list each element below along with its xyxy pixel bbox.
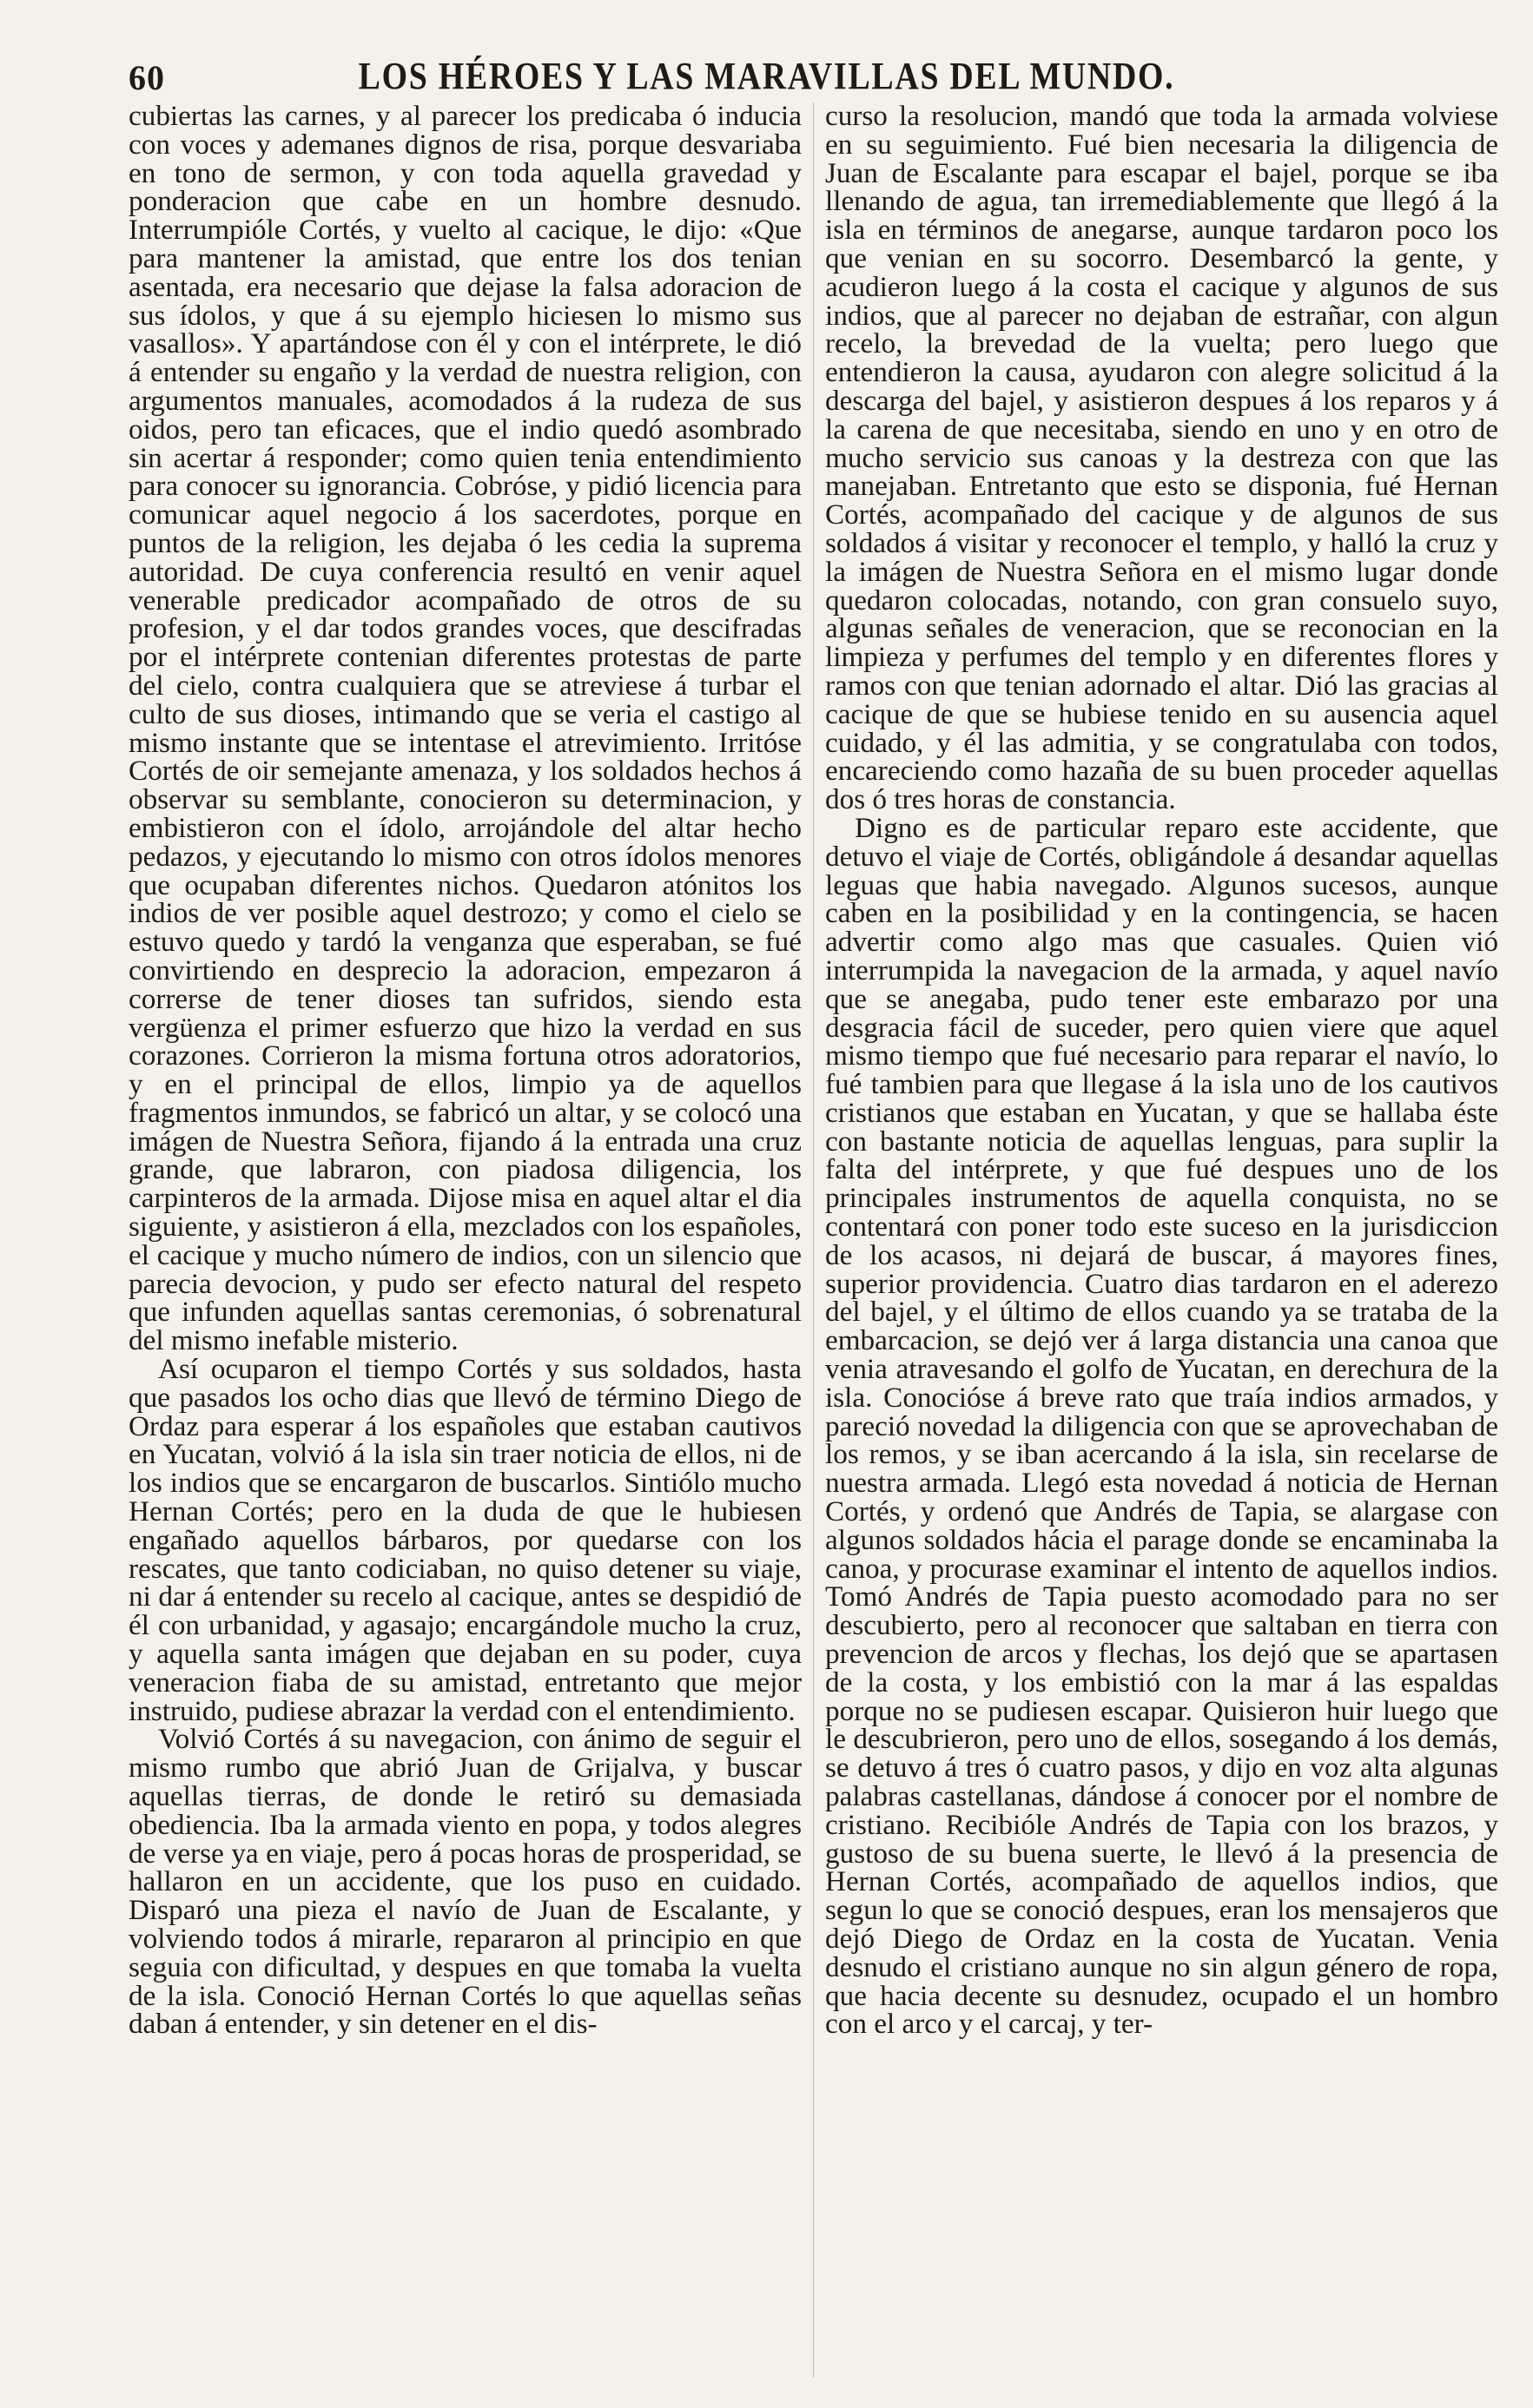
left-paragraph-3: Volvió Cortés á su navegacion, con ánimo de seguir el mismo rumbo que abrió Juan de Grijalva, y buscar aquellas tierras, de donde le retiró su demasiada obediencia. Iba la armada viento en popa, y todos alegres de verse ya en viaje, pero á pocas horas de prosperidad, se hallaron en un accidente, que los puso en cuidado. Disparó una pieza el navío de Juan de Escalante, y volviendo todos á mirarle, repararon al principio en que seguia con dificultad, y despues en que tomaba la vuelta de la isla. Conoció Hernan Cortés lo que aquellas señas daban á entender, y sin detener en el dis- [129,1723,802,2041]
right-column [825,102,1498,2039]
right-paragraph-2: Digno es de particular reparo este accidente, que detuvo el viaje de Cortés, obligándole á desandar aquellas leguas que habia navegado. Algunos sucesos, aunque caben en la posibilidad y en la contingencia, se hacen advertir como algo mas que casuales. Quien vió interrumpida la navegacion de la armada, y aquel navío que se anegaba, pudo tener este embarazo por una desgracia fácil de suceder, pero quien viere que aquel mismo tiempo que fué necesario para reparar el navío, lo fué tambien para que llegase á la isla uno de los cautivos cristianos que estaban en Yucatan, y que se hallaba éste con bastante noticia de aquellas lenguas, para suplir la falta del intérprete, y que fué despues uno de los principales instrumentos de aquella conquista, no se contentará con poner todo este suceso en la jurisdiccion de los acasos, ni dejará de buscar, á mayores fines, superior providencia. Cuatro dias tardaron en el aderezo del bajel, y el último de ellos cuando ya se trataba de la embarcacion, se dejó ver á larga distancia una canoa que venia atravesando el golfo de Yucatan, en derechura de la isla. Conocióse á breve rato que traía indios armados, y pareció novedad la diligencia con que se aprovechaban de los remos, y se iban acercando á la isla, sin recelarse de nuestra armada. Llegó esta novedad á noticia de Hernan Cortés, y ordenó que Andrés de Tapia, se alargase con algunos soldados hácia el parage donde se encaminaba la canoa, y procurase examinar el intento de aquellos indios. Tomó Andrés de Tapia puesto acomodado para no ser descubierto, pero al reconocer que saltaban en tierra con prevencion de arcos y flechas, los dejó que se apartasen de la costa, y los embistió con la mar á las espaldas porque no se pudiesen escapar. Quisieron huir luego que le descubrieron, pero uno de ellos, sosegando á los demás, se detuvo á tres ó cuatro pasos, y dijo en voz alta algunas palabras castellanas, dándose á conocer por el nombre de cristiano. Recibióle Andrés de Tapia con los brazos, y gustoso de su buena suerte, le llevó á la presencia de Hernan Cortés, acompañado de aquellos indios, que segun lo que se conoció despues, eran los mensajeros que dejó Diego de Ordaz en la costa de Yucatan. Venia desnudo el cristiano aunque no sin algun género de ropa, que hacia decente su desnudez, ocupado el un hombro con el arco y el carcaj, y ter- [825,811,1498,2041]
right-paragraph-1: curso la resolucion, mandó que toda la armada volviese en su seguimiento. Fué bien necesaria la diligencia de Juan de Escalante para escapar el bajel, porque se iba llenando de agua, tan irremediablemente que llegó á la isla en términos de anegarse, aunque tardaron poco los que venian en su socorro. Desembarcó la gente, y acudieron luego á la costa el cacique y algunos de sus indios, que al parecer no dejaban de estrañar, con algun recelo, la brevedad de la vuelta; pero luego que entendieron la causa, ayudaron con alegre solicitud á la descarga del bajel, y asistieron despues á los reparos y á la carena de que necesitaba, siendo en uno y en otro de mucho servicio sus canoas y la destreza con que las manejaban. Entretanto que esto se disponia, fué Hernan Cortés, acompañado del cacique y de algunos de sus soldados á visitar y reconocer el templo, y halló la cruz y la imágen de Nuestra Señora en el mismo lugar donde quedaron colocadas, notando, con gran consuelo suyo, algunas señales de veneracion, que se reconocian en la limpieza y perfumes del templo y en diferentes flores y ramos con que tenian adornado el altar. Dió las gracias al cacique de que se hubiese tenido en su ausencia aquel cuidado, y él las admitia, y se congratulaba con todos, encareciendo como hazaña de su buen proceder aquellas dos ó tres horas de constancia. [825,100,1498,816]
page-number: 60 [129,58,165,97]
running-title: LOS HÉROES Y LAS MARAVILLAS DEL MUNDO. [358,55,1175,97]
left-column [129,102,802,2039]
left-paragraph-2: Así ocuparon el tiempo Cortés y sus soldados, hasta que pasados los ocho dias que llevó de término Diego de Ordaz para esperar á los españoles que estaban cautivos en Yucatan, volvió á la isla sin traer noticia de ellos, ni de los indios que se encargaron de buscarlos. Sintiólo mucho Hernan Cortés; pero en la duda de que le hubiesen engañado aquellos bárbaros, por quedarse con los rescates, que tanto codiciaban, no quiso detener su viaje, ni dar á entender su recelo al cacique, antes se despidió de él con urbanidad, y agasajo; encargándole mucho la cruz, y aquella santa imágen que dejaban en su poder, cuya veneracion fiaba de su amistad, entretanto que mejor instruido, pudiese abrazar la verdad con el entendimiento. [129,1353,802,1727]
left-paragraph-1: cubiertas las carnes, y al parecer los predicaba ó inducia con voces y ademanes dignos de risa, porque desvariaba en tono de sermon, y con toda aquella gravedad y ponderacion que cabe en un hombre desnudo. Interrumpióle Cortés, y vuelto al cacique, le dijo: «Que para mantener la amistad, que entre los dos tenian asentada, era necesario que dejase la falsa adoracion de sus ídolos, y que á su ejemplo hiciesen lo mismo sus vasallos». Y apartándose con él y con el intérprete, le dió á entender su engaño y la verdad de nuestra religion, con argumentos manuales, acomodados á la rudeza de sus oidos, pero tan eficaces, que el indio quedó asombrado sin acertar á responder; como quien tenia entendimiento para conocer su ignorancia. Cobróse, y pidió licencia para comunicar aquel negocio á los sacerdotes, porque en puntos de la religion, les dejaba ó les cedia la suprema autoridad. De cuya conferencia resultó en venir aquel venerable predicador acompañado de otros de su profesion, y el dar todos grandes voces, que descifradas por el intérprete contenian diferentes protestas de parte del cielo, contra cualquiera que se atreviese á turbar el culto de sus dioses, intimando que se veria el castigo al mismo instante que se intentase el atrevimiento. Irritóse Cortés de oir semejante amenaza, y los soldados hechos á observar su semblante, conocieron su determinacion, y embistieron con el ídolo, arrojándole del altar hecho pedazos, y ejecutando lo mismo con otros ídolos menores que ocupaban diferentes nichos. Quedaron atónitos los indios de ver posible aquel destrozo; y como el cielo se estuvo quedo y tardó la venganza que esperaban, se fué convirtiendo en desprecio la adoracion, empezaron á correrse de tener dioses tan sufridos, siendo esta vergüenza el primer esfuerzo que hizo la verdad en sus corazones. Corrieron la misma fortuna otros adoratorios, y en el principal de ellos, limpio ya de aquellos fragmentos inmundos, se fabricó un altar, y se colocó una imágen de Nuestra Señora, fijando á la entrada una cruz grande, que labraron, con piadosa diligencia, los carpinteros de la armada. Dijose misa en aquel altar el dia siguiente, y asistieron á ella, mezclados con los españoles, el cacique y mucho número de indios, con un silencio que parecia devocion, y pudo ser efecto natural del respeto que infunden aquellas santas ceremonias, ó sobrenatural del mismo inefable misterio. [129,100,802,1357]
column-divider [813,102,814,2378]
